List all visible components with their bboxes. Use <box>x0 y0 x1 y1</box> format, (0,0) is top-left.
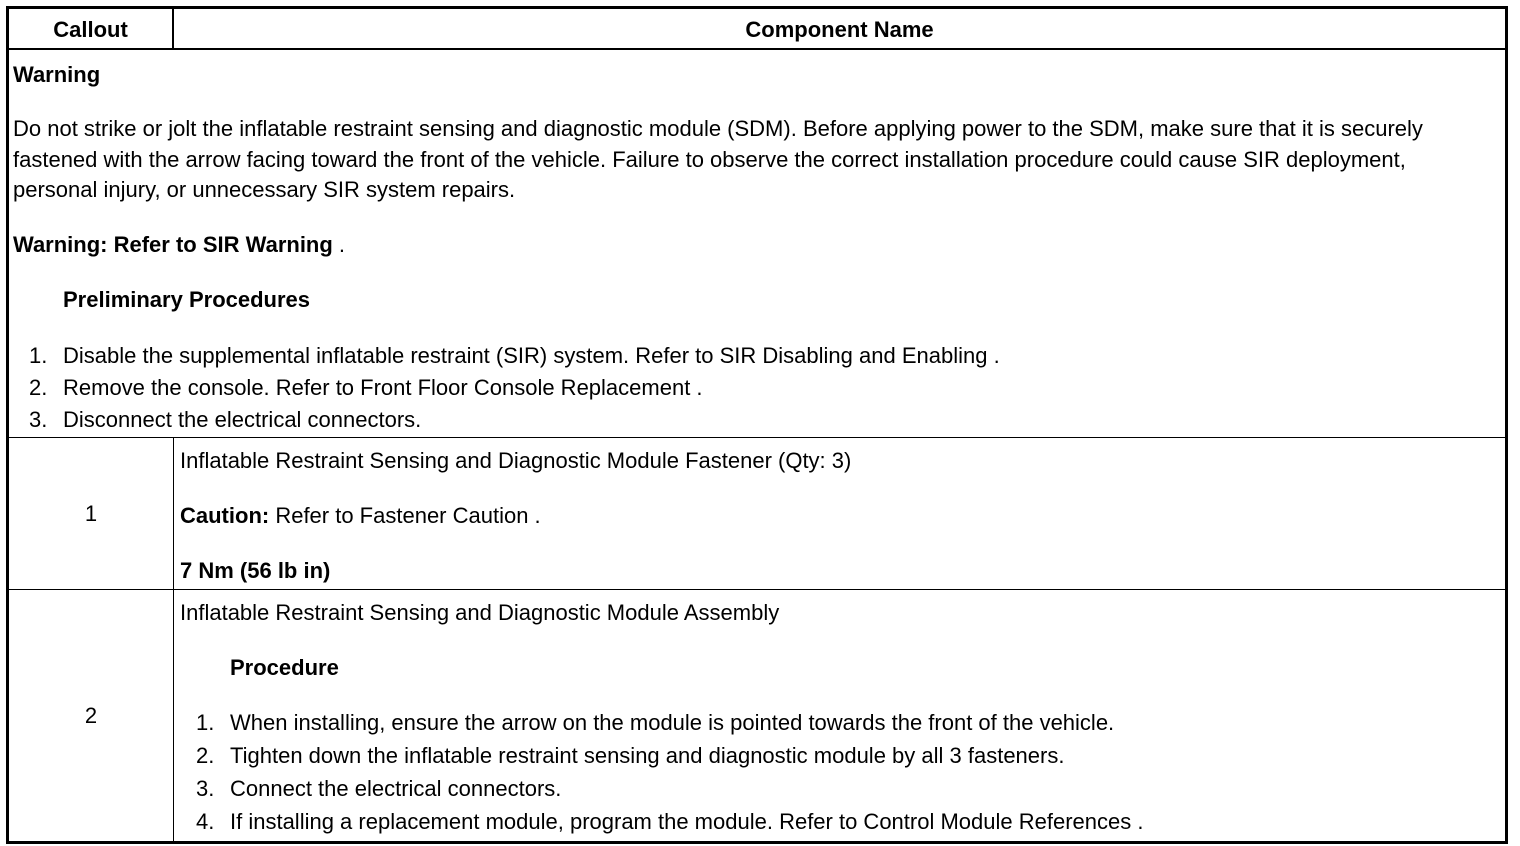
procedure-step-text: When installing, ensure the arrow on the module is pointed towards the front of the vehicle. <box>230 710 1115 735</box>
callout-cell: 1 <box>9 438 174 589</box>
preliminary-procedures-title: Preliminary Procedures <box>63 287 311 312</box>
component-name: Inflatable Restraint Sensing and Diagnostic Module Fastener (Qty: 3) <box>180 448 852 473</box>
procedure-step-text: Connect the electrical connectors. <box>230 776 562 801</box>
procedure-step-number: 3. <box>196 776 215 801</box>
warning-text: Do not strike or jolt the inflatable restraint sensing and diagnostic module (SDM). Before applying power to the SDM, make sure that it is securely fastened with the arrow facing toward the front of the vehicle. Failure to observe the correct installation procedure could cause SIR deployment, personal injury, or unnecessary SIR system repairs. <box>13 116 1423 202</box>
procedure-step-text: Tighten down the inflatable restraint sensing and diagnostic module by all 3 fasteners. <box>230 743 1065 768</box>
prelim-step-text: Disable the supplemental inflatable restraint (SIR) system. Refer to SIR Disabling and Enabling . <box>63 343 1000 368</box>
torque-spec: 7 Nm (56 lb in) <box>180 558 331 583</box>
warning-reference-link[interactable]: Warning: Refer to SIR Warning <box>13 232 333 257</box>
component-cell <box>174 590 1505 841</box>
component-name: Inflatable Restraint Sensing and Diagnostic Module Assembly <box>180 600 780 625</box>
component-table <box>6 6 1508 844</box>
procedure-step-number: 1. <box>196 710 215 735</box>
procedure-step-number: 2. <box>196 743 215 768</box>
prelim-step-number: 3. <box>29 407 48 432</box>
prelim-step-number: 1. <box>29 343 48 368</box>
callout-header: Callout <box>9 9 174 50</box>
table-header-row <box>9 9 1505 50</box>
caution-text: Refer to Fastener Caution . <box>269 503 541 528</box>
prelim-step-text: Disconnect the electrical connectors. <box>63 407 422 432</box>
procedure-step-text: If installing a replacement module, program the module. Refer to Control Module References . <box>230 809 1144 834</box>
caution-label: Caution: <box>180 503 270 528</box>
warning-reference-end: . <box>332 232 346 257</box>
component-name-header: Component Name <box>745 17 934 42</box>
table-row <box>9 590 1505 841</box>
caution-line <box>180 500 541 531</box>
prelim-step-number: 2. <box>29 375 48 400</box>
prelim-step-text: Remove the console. Refer to Front Floor Console Replacement . <box>63 375 703 400</box>
warning-reference <box>13 229 345 260</box>
warning-title: Warning <box>13 62 101 87</box>
callout-cell: 2 <box>9 590 174 841</box>
procedure-step-number: 4. <box>196 809 215 834</box>
procedure-title: Procedure <box>230 655 339 680</box>
table-row <box>9 438 1505 590</box>
component-cell <box>174 438 1505 589</box>
preliminary-row <box>9 50 1505 438</box>
